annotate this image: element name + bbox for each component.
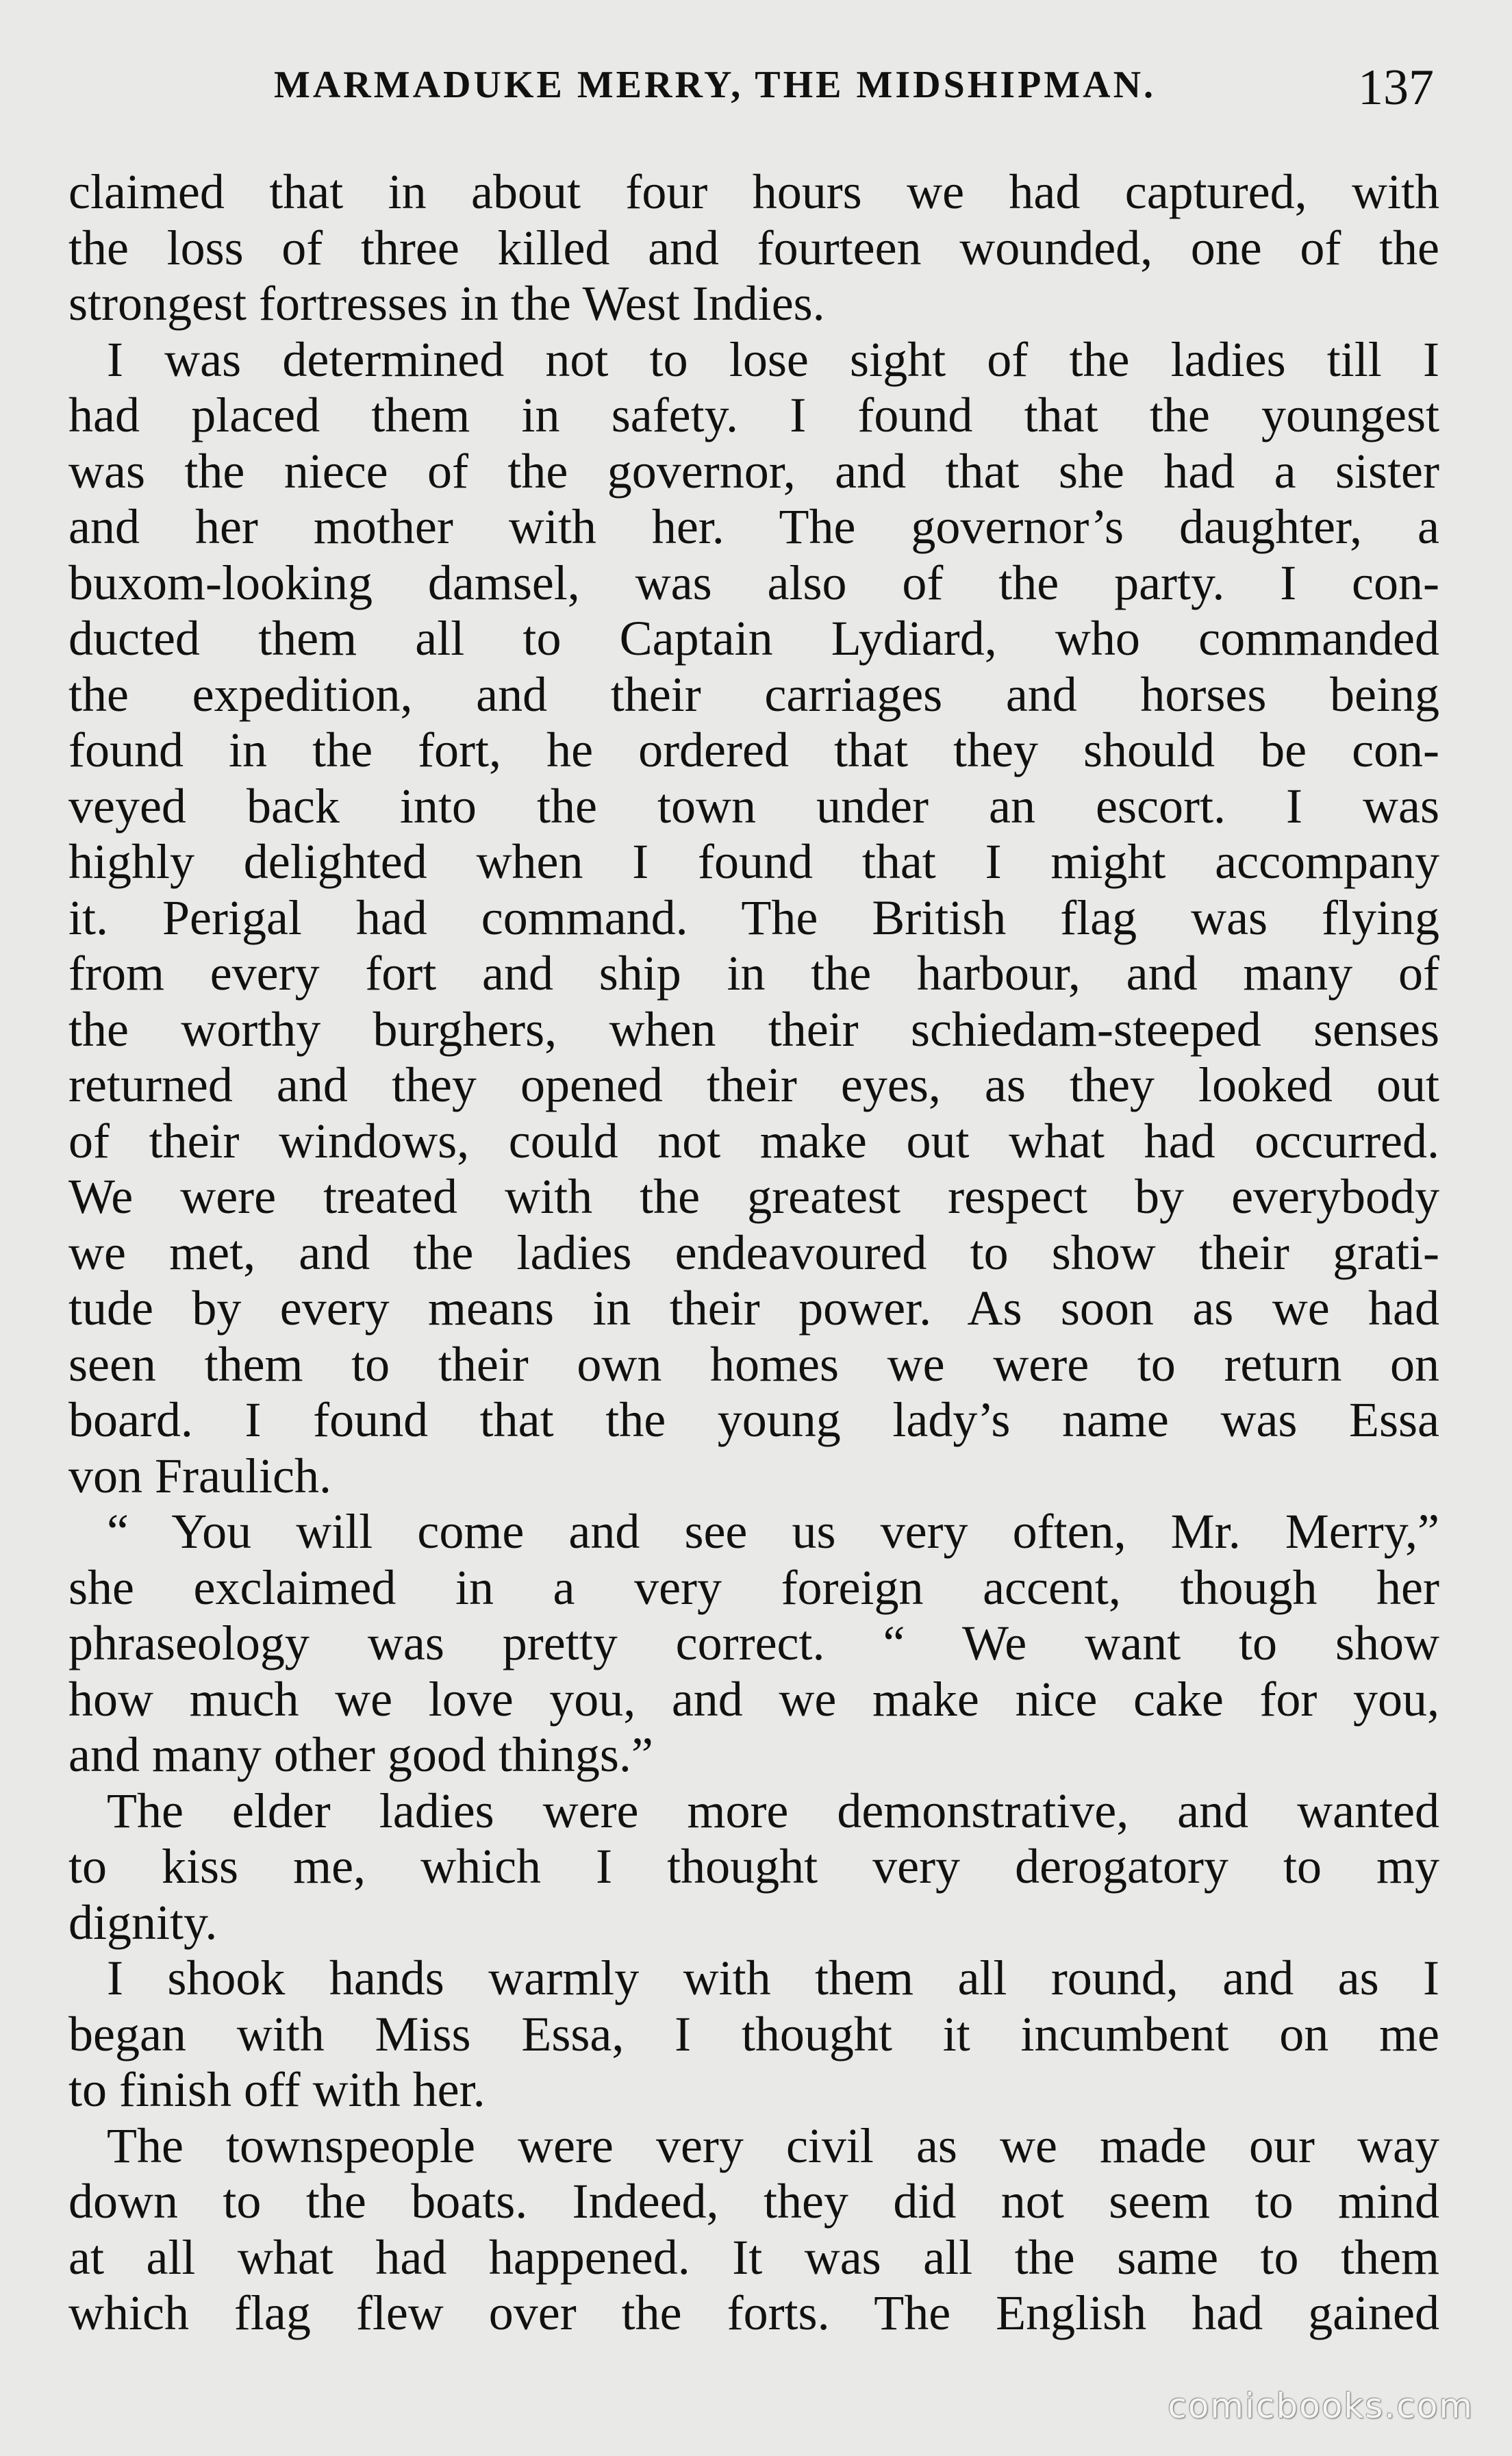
text-line: from every fort and ship in the harbour, and many of [68,946,1439,1001]
text-line: The elder ladies were more demonstrative, and wanted [107,1783,1439,1838]
text-line: down to the boats. Indeed, they did not seem to mind [68,2174,1439,2229]
text-line: “ You will come and see us very often, Mr. Merry,” [107,1504,1439,1559]
text-line: von Fraulich. [68,1448,331,1503]
text-line: seen them to their own homes we were to return on [68,1336,1439,1392]
watermark: comicbooks.com [1168,2386,1474,2426]
text-line: buxom-looking damsel, was also of the party. I con- [68,555,1439,610]
text-line: began with Miss Essa, I thought it incumbent on me [68,2006,1439,2062]
text-line: to kiss me, which I thought very derogatory to my [68,1839,1439,1894]
page-number: 137 [1358,60,1434,116]
text-line: she exclaimed in a very foreign accent, though her [68,1559,1439,1615]
running-title: MARMADUKE MERRY, THE MIDSHIPMAN. [274,64,1157,106]
text-line: how much we love you, and we make nice cake for you, [68,1671,1439,1727]
text-line: at all what had happened. It was all the same to them [68,2229,1439,2285]
text-line: which flag flew over the forts. The English had gained [68,2285,1439,2340]
text-line: The townspeople were very civil as we made our way [107,2118,1439,2173]
text-line: claimed that in about four hours we had captured, with [68,164,1439,219]
text-line: the loss of three killed and fourteen wounded, one of the [68,220,1439,275]
text-line: strongest fortresses in the West Indies. [68,276,825,331]
text-line: had placed them in safety. I found that the youngest [68,388,1439,442]
text-line: found in the fort, he ordered that they should be con- [68,723,1439,777]
text-line: of their windows, could not make out what had occurred. [68,1113,1439,1168]
text-line: was the niece of the governor, and that she had a sister [68,443,1439,499]
text-line: veyed back into the town under an escort. I was [68,778,1439,834]
text-line: we met, and the ladies endeavoured to show their grati- [68,1225,1439,1280]
text-line: I was determined not to lose sight of the ladies till I [107,331,1439,387]
text-line: dignity. [68,1894,218,1950]
text-line: returned and they opened their eyes, as they looked out [68,1057,1439,1112]
text-line: I shook hands warmly with them all round, and as I [107,1951,1439,2005]
text-line: highly delighted when I found that I might accompany [68,834,1439,889]
text-line: it. Perigal had command. The British flag was flying [68,890,1439,945]
text-line: to finish off with her. [68,2062,486,2117]
running-head [274,60,1438,118]
text-line: tude by every means in their power. As soon as we had [68,1281,1439,1336]
text-line: and many other good things.” [68,1727,653,1782]
text-line: We were treated with the greatest respect by everybody [68,1169,1439,1224]
body-text [68,164,1439,2342]
text-line: board. I found that the young lady’s name was Essa [68,1392,1439,1447]
text-line: the expedition, and their carriages and horses being [68,666,1439,722]
text-line: ducted them all to Captain Lydiard, who commanded [68,611,1439,666]
text-line: and her mother with her. The governor’s daughter, a [68,499,1439,554]
text-line: the worthy burghers, when their schiedam-steeped senses [68,1001,1439,1057]
text-line: phraseology was pretty correct. “ We want to show [68,1616,1439,1670]
